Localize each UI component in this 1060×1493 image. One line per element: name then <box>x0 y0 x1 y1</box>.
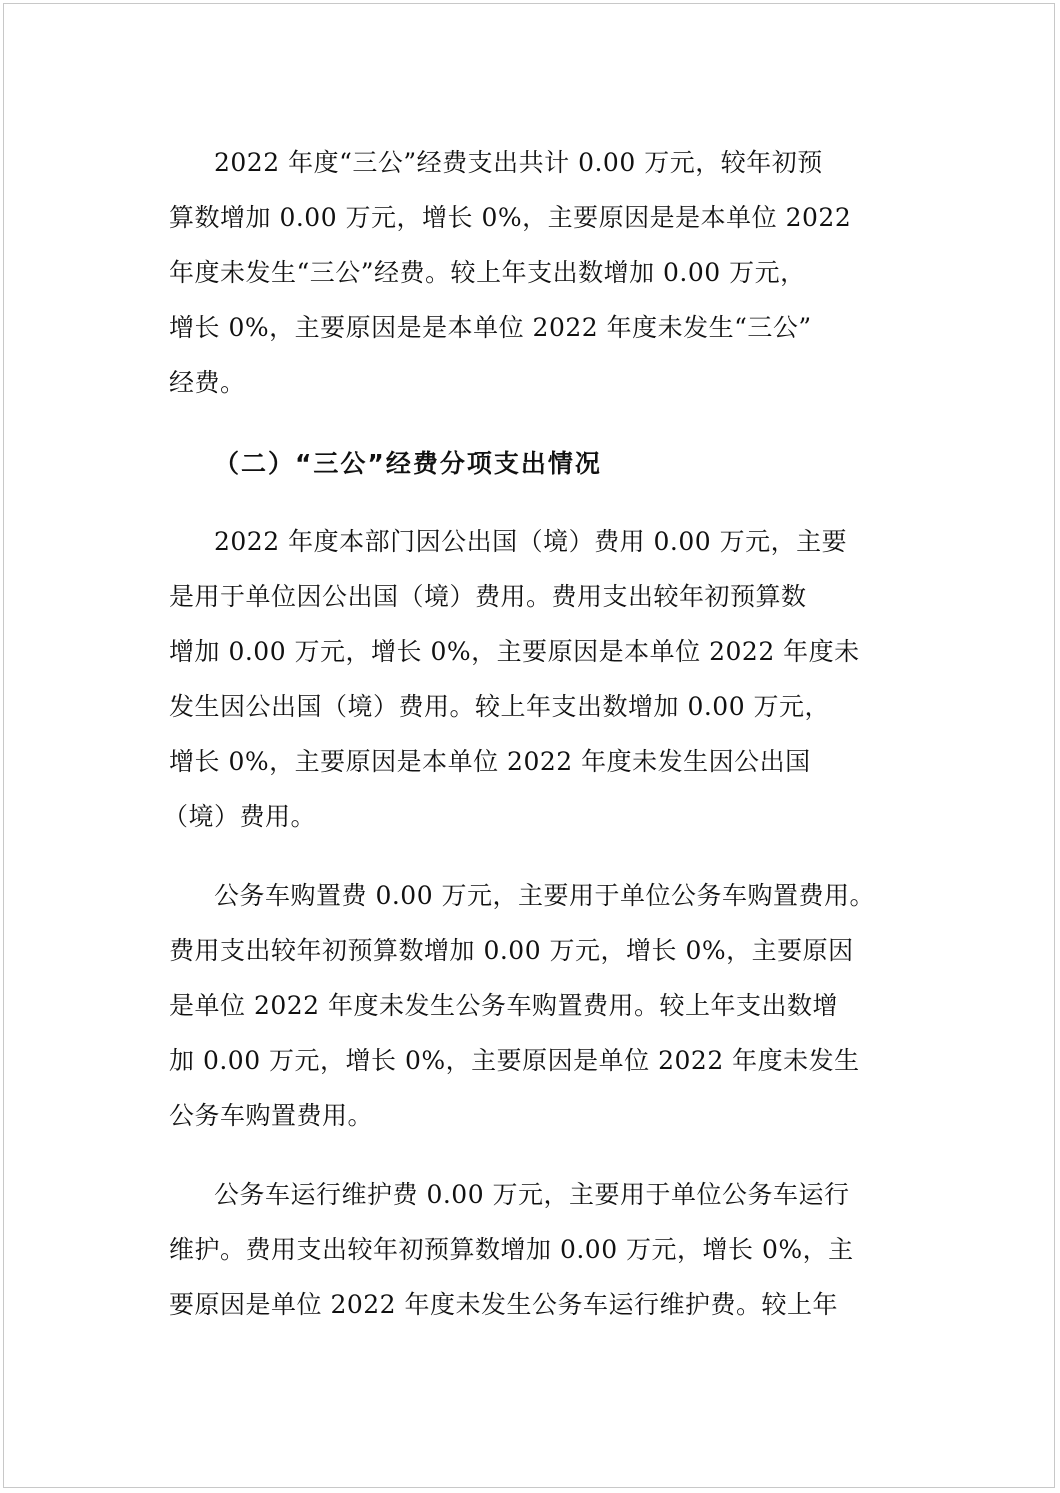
paragraph-line: 是单位 2022 年度未发生公务车购置费用。较上年支出数增 <box>169 991 839 1020</box>
paragraph-line: 增加 0.00 万元，增长 0%，主要原因是本单位 2022 年度未 <box>169 637 860 666</box>
paragraph-line: 要原因是单位 2022 年度未发生公务车运行维护费。较上年 <box>169 1290 839 1319</box>
section-heading: （二）“三公”经费分项支出情况 <box>214 449 602 478</box>
paragraph-line: 经费。 <box>169 368 246 397</box>
paragraph-line: 2022 年度“三公”经费支出共计 0.00 万元，较年初预 <box>214 148 823 177</box>
paragraph-line: 增长 0%，主要原因是本单位 2022 年度未发生因公出国 <box>169 747 811 776</box>
paragraph-line: 维护。费用支出较年初预算数增加 0.00 万元，增长 0%，主 <box>169 1235 854 1264</box>
document-page <box>3 3 1055 1488</box>
paragraph-line: 公务车运行维护费 0.00 万元，主要用于单位公务车运行 <box>214 1180 850 1209</box>
paragraph-line: 年度未发生“三公”经费。较上年支出数增加 0.00 万元， <box>169 258 806 287</box>
paragraph-line: （境）费用。 <box>163 802 317 831</box>
paragraph-line: 是用于单位因公出国（境）费用。费用支出较年初预算数 <box>169 582 807 611</box>
paragraph-line: 加 0.00 万元，增长 0%，主要原因是单位 2022 年度未发生 <box>169 1046 860 1075</box>
paragraph-line: 公务车购置费用。 <box>169 1101 374 1130</box>
paragraph-line: 费用支出较年初预算数增加 0.00 万元，增长 0%，主要原因 <box>169 936 854 965</box>
paragraph-line: 算数增加 0.00 万元，增长 0%，主要原因是是本单位 2022 <box>169 203 852 232</box>
paragraph-line: 2022 年度本部门因公出国（境）费用 0.00 万元，主要 <box>214 527 848 556</box>
paragraph-line: 公务车购置费 0.00 万元，主要用于单位公务车购置费用。 <box>214 881 876 910</box>
paragraph-line: 发生因公出国（境）费用。较上年支出数增加 0.00 万元， <box>169 692 831 721</box>
paragraph-line: 增长 0%，主要原因是是本单位 2022 年度未发生“三公” <box>169 313 812 342</box>
